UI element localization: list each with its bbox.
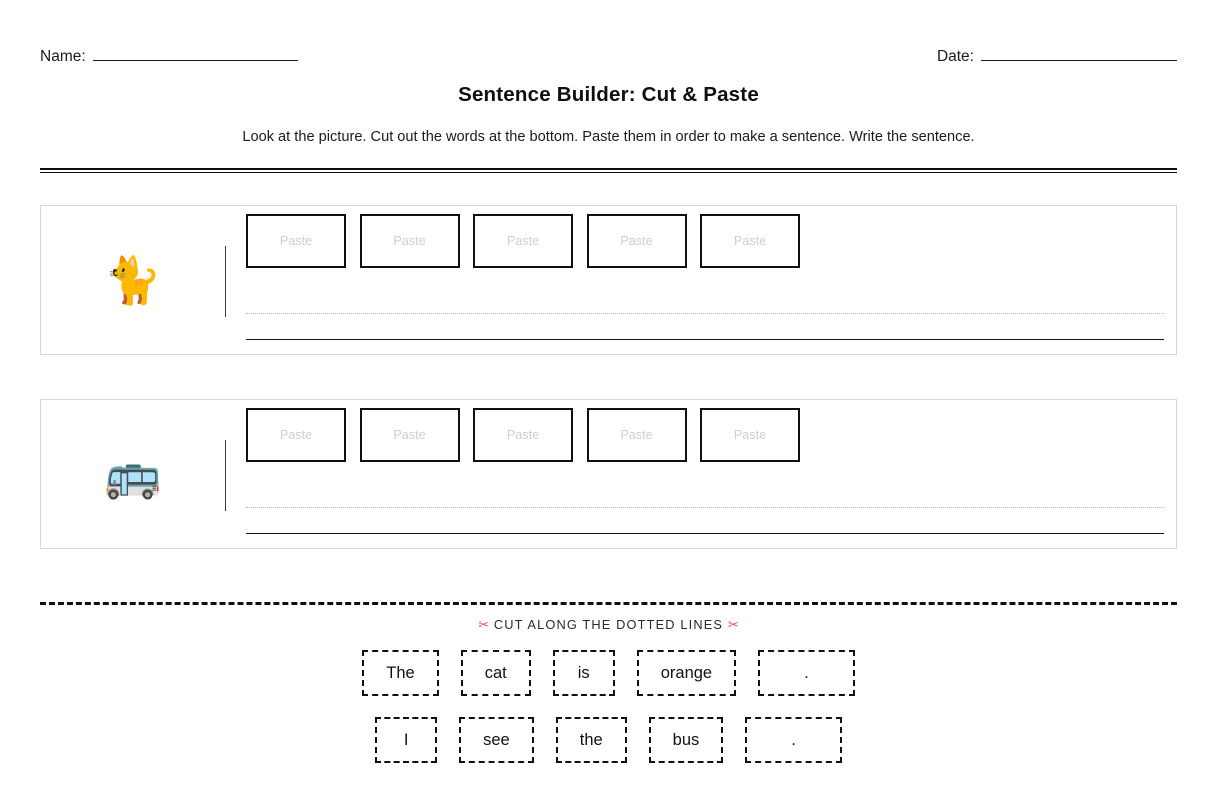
paste-slot[interactable] <box>700 408 800 462</box>
word-card[interactable]: . <box>758 650 855 696</box>
sentence-write-line[interactable] <box>246 339 1164 340</box>
answer-cell <box>225 400 1176 548</box>
paste-slot-row <box>246 214 800 268</box>
paste-slot-label: Paste <box>506 234 540 248</box>
paste-slot[interactable] <box>700 214 800 268</box>
dotted-guide-line <box>246 313 1164 314</box>
exercise-row <box>40 399 1177 549</box>
bus-emoji: 🚌 <box>104 448 162 500</box>
paste-slot-label: Paste <box>279 428 313 442</box>
word-card[interactable]: bus <box>649 717 724 763</box>
header-divider <box>40 168 1177 173</box>
paste-slot[interactable] <box>473 408 573 462</box>
paste-slot[interactable] <box>360 408 460 462</box>
date-field <box>937 49 1177 65</box>
cut-dashed-line <box>40 602 1177 605</box>
paste-slot-label: Paste <box>620 428 653 442</box>
paste-slot[interactable] <box>246 408 346 462</box>
word-card[interactable]: see <box>459 717 534 763</box>
paste-slot-label: Paste <box>620 234 653 248</box>
paste-slot[interactable] <box>587 408 687 462</box>
paste-slot-label: Paste <box>733 428 767 442</box>
paste-slot-label: Paste <box>506 428 540 442</box>
scissors-icon: ✂ <box>727 617 739 632</box>
word-card[interactable]: is <box>553 650 615 696</box>
word-bank-row <box>0 650 1217 696</box>
answer-cell <box>225 206 1176 354</box>
cat-emoji: 🐈 <box>104 254 162 306</box>
date-write-line[interactable] <box>981 60 1177 61</box>
word-card[interactable]: cat <box>461 650 531 696</box>
name-write-line[interactable] <box>93 60 298 61</box>
word-card[interactable]: I <box>375 717 437 763</box>
paste-slot-label: Paste <box>733 234 767 248</box>
student-meta-row <box>40 38 1177 64</box>
paste-slot[interactable] <box>246 214 346 268</box>
word-card[interactable]: the <box>556 717 627 763</box>
word-bank-row <box>0 717 1217 763</box>
name-field <box>40 49 298 65</box>
date-label: Date: <box>936 47 974 65</box>
name-label: Name: <box>40 47 86 65</box>
exercise-row <box>40 205 1177 355</box>
answer-divider <box>225 246 226 317</box>
paste-slot[interactable] <box>473 214 573 268</box>
sentence-write-line[interactable] <box>246 533 1164 534</box>
paste-slot-label: Paste <box>393 428 426 442</box>
cut-instruction <box>0 617 1217 633</box>
paste-slot[interactable] <box>360 214 460 268</box>
paste-slot-label: Paste <box>279 234 313 248</box>
paste-slot-row <box>246 408 800 462</box>
dotted-guide-line <box>246 507 1164 508</box>
scissors-icon: ✂ <box>478 617 490 632</box>
paste-slot[interactable] <box>587 214 687 268</box>
page-title: Sentence Builder: Cut & Paste <box>458 83 759 106</box>
word-card[interactable]: orange <box>637 650 736 696</box>
answer-divider <box>225 440 226 511</box>
cut-instruction-label: CUT ALONG THE DOTTED LINES <box>493 617 724 632</box>
word-card[interactable]: The <box>362 650 438 696</box>
picture-cell <box>41 400 225 548</box>
word-card[interactable]: . <box>745 717 842 763</box>
page-subtitle: Look at the picture. Cut out the words at the bottom. Paste them in order to make a sentence. Write the sentence. <box>242 129 975 145</box>
paste-slot-label: Paste <box>393 234 426 248</box>
picture-cell <box>41 206 225 354</box>
